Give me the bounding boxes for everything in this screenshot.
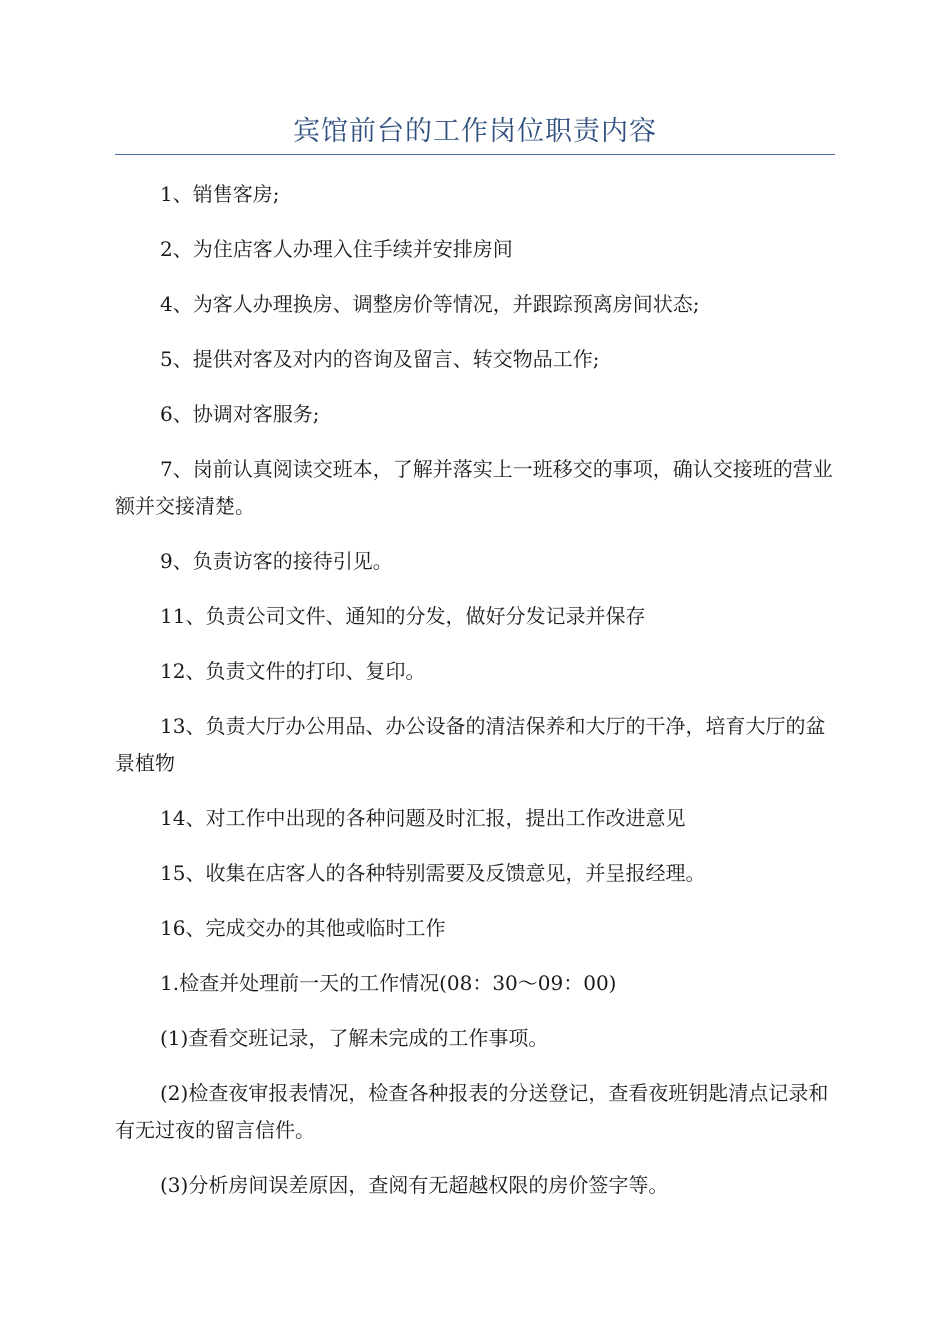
paragraph: 16、完成交办的其他或临时工作: [160, 916, 446, 940]
paragraph: 1.检查并处理前一天的工作情况(08：30～09：00): [160, 971, 617, 995]
document-title: 宾馆前台的工作岗位职责内容: [293, 116, 657, 147]
paragraph: 2、为住店客人办理入住手续并安排房间: [160, 237, 513, 261]
paragraph: 9、负责访客的接待引见。: [160, 549, 393, 573]
paragraph: 11、负责公司文件、通知的分发，做好分发记录并保存: [160, 604, 646, 628]
paragraph: 14、对工作中出现的各种问题及时汇报，提出工作改进意见: [160, 806, 686, 830]
paragraph: 4、为客人办理换房、调整房价等情况，并跟踪预离房间状态;: [160, 292, 700, 316]
paragraph: 7、岗前认真阅读交班本，了解并落实上一班移交的事项，确认交接班的营业额并交接清楚。: [115, 457, 833, 518]
paragraph: (3)分析房间误差原因，查阅有无超越权限的房价签字等。: [160, 1173, 669, 1197]
paragraph: 12、负责文件的打印、复印。: [160, 659, 426, 683]
document-body: [115, 176, 835, 1222]
paragraph: 15、收集在店客人的各种特别需要及反馈意见，并呈报经理。: [160, 861, 706, 885]
paragraph: 1、销售客房;: [160, 182, 280, 206]
paragraph: 6、协调对客服务;: [160, 402, 320, 426]
paragraph: (1)查看交班记录，了解未完成的工作事项。: [160, 1026, 549, 1050]
title-underline: [115, 154, 835, 155]
paragraph: 13、负责大厅办公用品、办公设备的清洁保养和大厅的干净，培育大厅的盆景植物: [115, 714, 826, 775]
paragraph: 5、提供对客及对内的咨询及留言、转交物品工作;: [160, 347, 600, 371]
paragraph: (2)检查夜审报表情况，检查各种报表的分送登记，查看夜班钥匙清点记录和有无过夜的留言信件。: [115, 1081, 829, 1142]
